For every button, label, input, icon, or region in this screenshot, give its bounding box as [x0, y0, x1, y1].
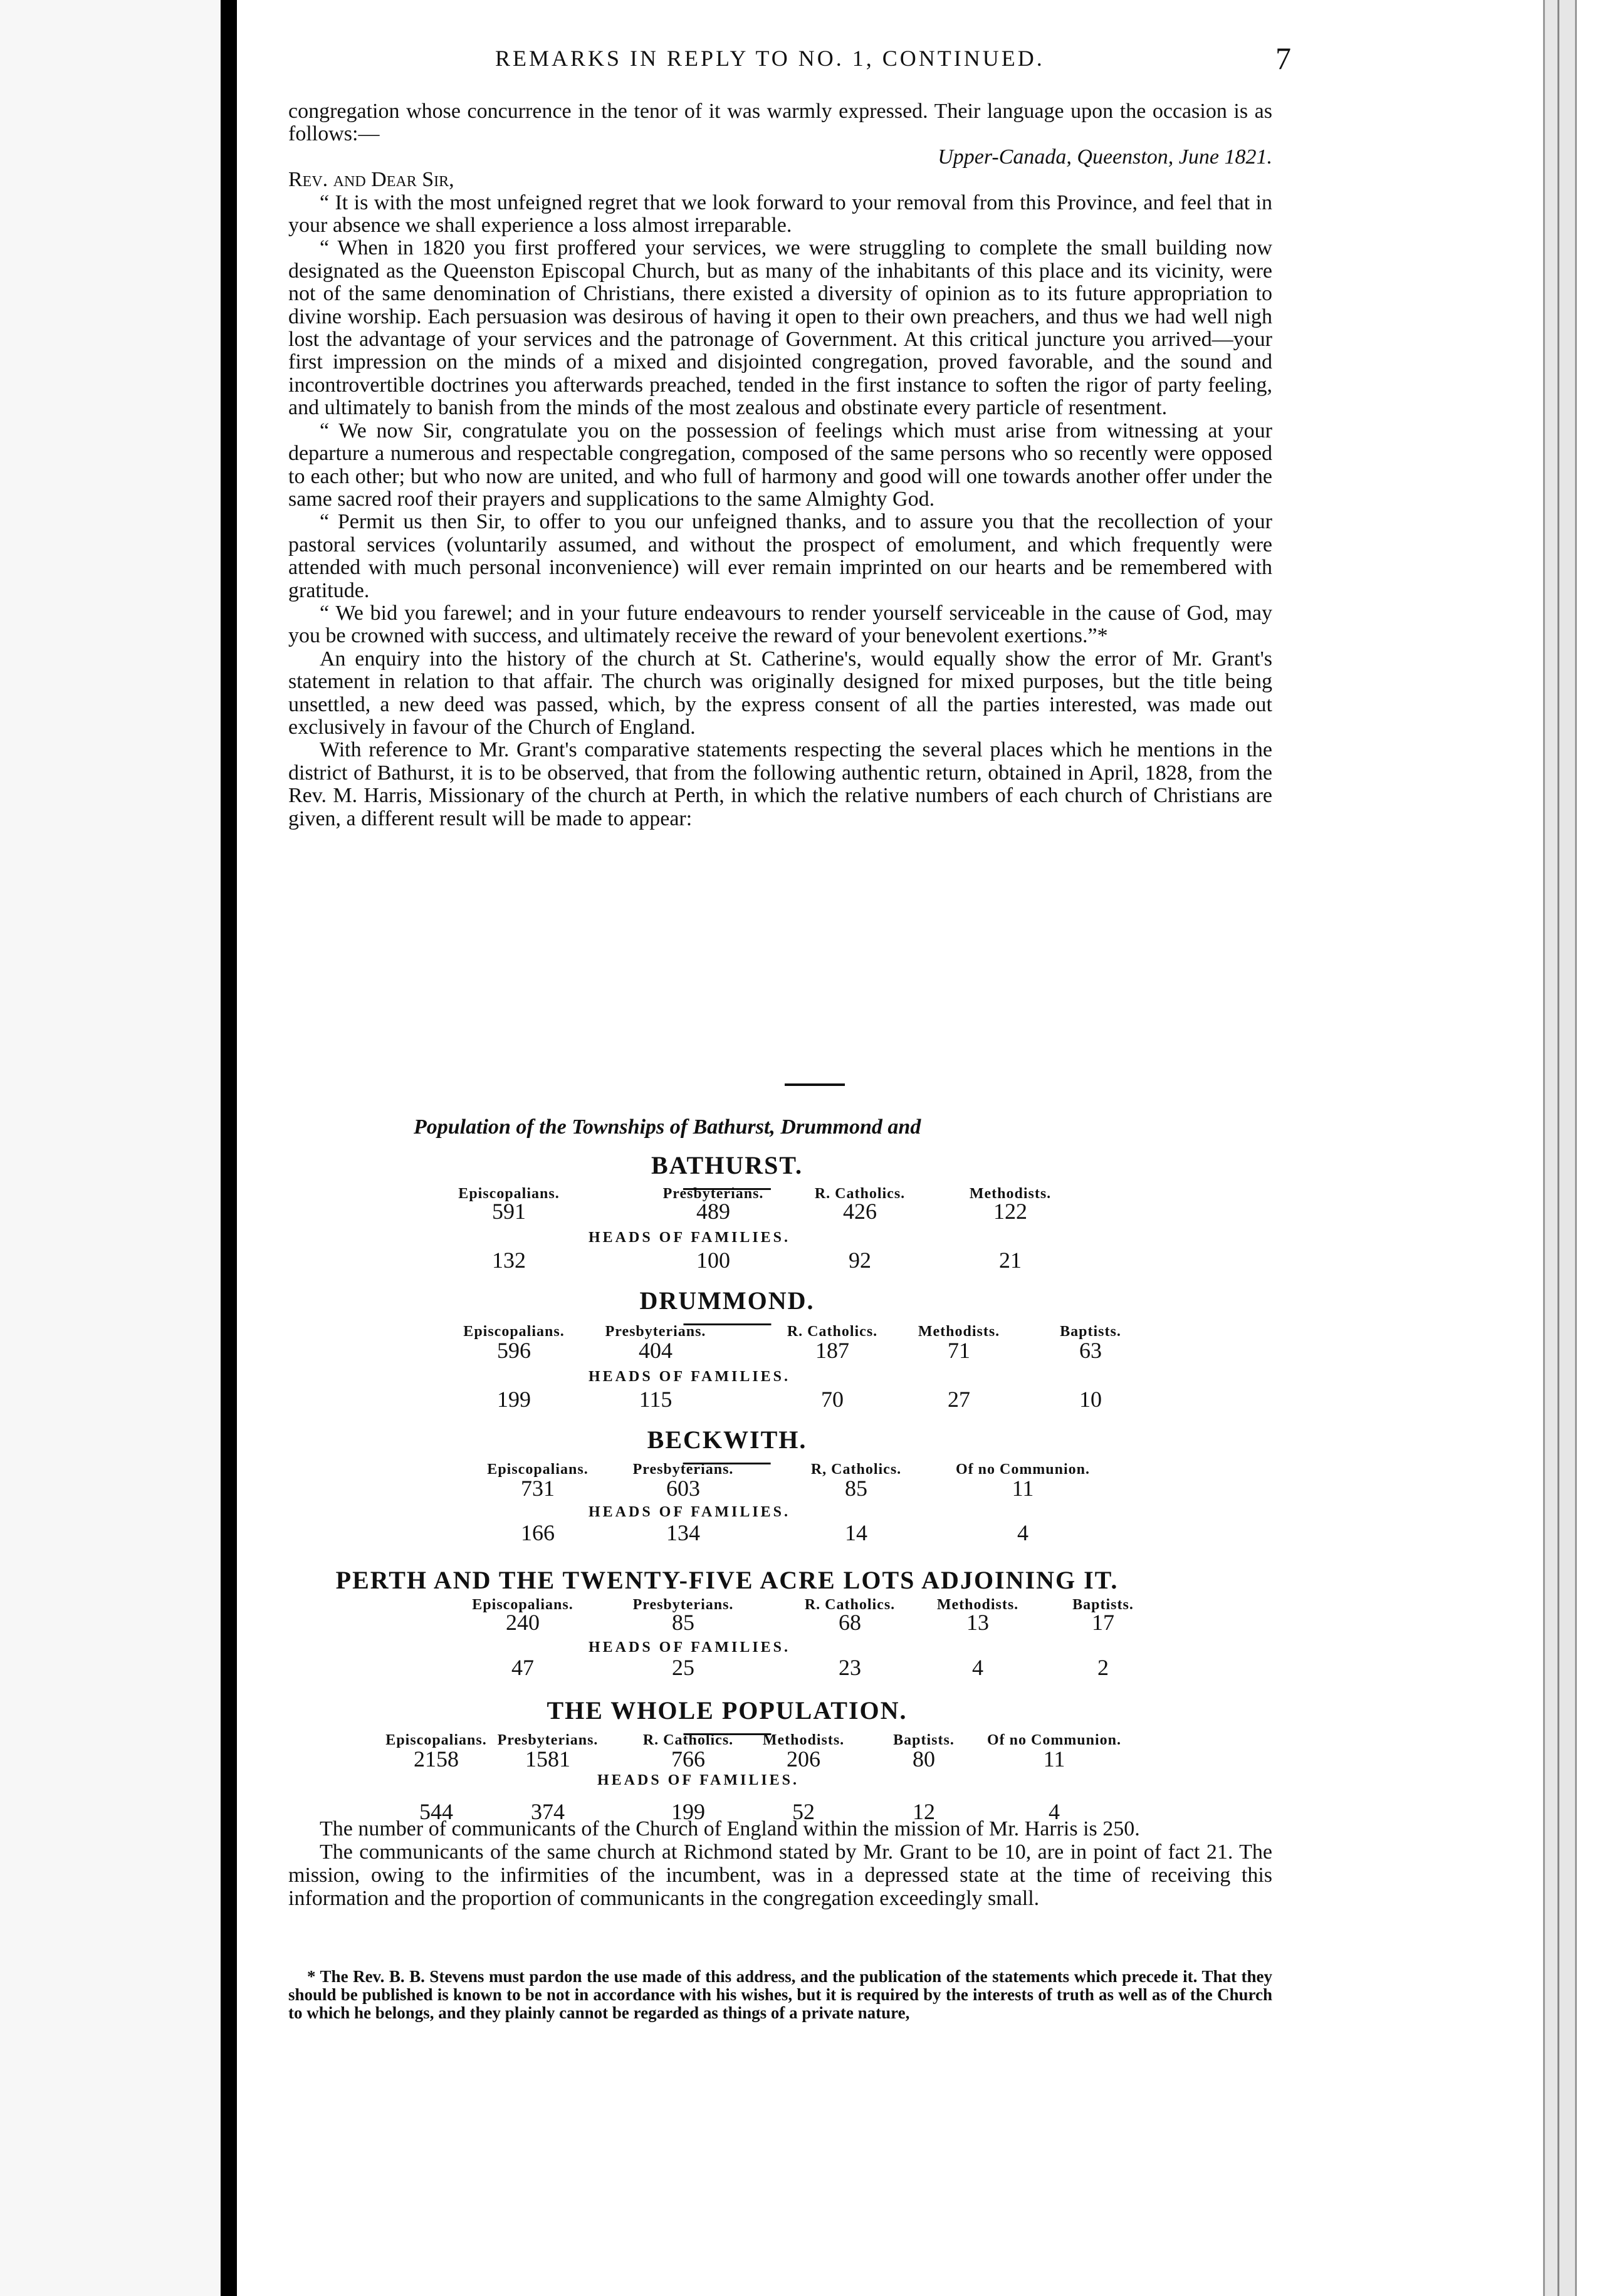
paragraph: An enquiry into the history of the church at St. Catherine's, would equally show the error of Mr. Grant's statement in relation to that affair. The church was originally designed for mixed purposes, but the title being unsettled, a new deed was passed, which, by the express consent of all the parties interested, was made out exclusively in favour of the Church of England. [288, 647, 1272, 739]
paragraph: With reference to Mr. Grant's comparative statements respecting the several places which he mentions in the district of Bathurst, it is to be observed, that from the following authentic return, obtained in April, 1828, from the Rev. M. Harris, Missionary of the church at Perth, in which the relative numbers of each church of Christians are given, a different result will be made to appear: [288, 738, 1272, 830]
heads-of-families-value: 544 [419, 1799, 453, 1824]
population-value: 731 [521, 1476, 555, 1501]
heads-of-families-value: 199 [671, 1799, 705, 1824]
column-label: Presbyterians. [632, 1597, 734, 1613]
population-value: 11 [1043, 1746, 1065, 1772]
column-label: Episcopalians. [472, 1597, 573, 1613]
population-value: 596 [497, 1338, 531, 1363]
paragraph: “ We bid you farewel; and in your future endeavours to render yourself serviceable in the cause of God, may you be crowned with success, and ultimately receive the reward of your benevolent exertions.”* [288, 601, 1272, 648]
paragraph: The communicants of the same church at Richmond stated by Mr. Grant to be 10, are in point of fact 21. The mission, owing to the infirmities of the incumbent, was in a depressed state at the time of receiving this information and the proportion of communicants in the congregation exceedingly small. [288, 1840, 1272, 1910]
column-label: Presbyterians. [662, 1186, 764, 1202]
heads-of-families-value: 166 [521, 1520, 555, 1545]
paragraph: “ It is with the most unfeigned regret that we look forward to your removal from this Province, and feel that in your absence we shall experience a loss almost irreparable. [288, 190, 1272, 237]
section-title: PERTH AND THE TWENTY-FIVE ACRE LOTS ADJOINING IT. [335, 1566, 1119, 1594]
salutation: Rev. and Dear Sir, [288, 168, 454, 192]
column-label: Episcopalians. [487, 1461, 589, 1478]
heads-of-families-value: 27 [948, 1387, 970, 1412]
population-value: 68 [839, 1610, 861, 1635]
population-value: 80 [913, 1746, 935, 1772]
intro-paragraph: congregation whose concurrence in the tenor of it was warmly expressed. Their language upon the occasion is as follows:— [288, 100, 1272, 146]
heads-of-families-value: 199 [497, 1387, 531, 1412]
heads-of-families-label: HEADS OF FAMILIES. [597, 1772, 800, 1788]
population-value: 591 [492, 1199, 526, 1224]
document-page [276, 0, 1291, 2296]
population-value: 2158 [414, 1746, 459, 1772]
heads-of-families-value: 23 [839, 1655, 861, 1680]
population-value: 206 [787, 1746, 820, 1772]
population-value: 766 [671, 1746, 705, 1772]
population-value: 426 [843, 1199, 877, 1224]
heads-of-families-value: 4 [972, 1655, 983, 1680]
column-label: Presbyterians. [632, 1461, 734, 1478]
column-label: R. Catholics. [642, 1732, 734, 1748]
column-label: R. Catholics. [814, 1186, 906, 1202]
column-label: Episcopalians. [458, 1186, 560, 1202]
page-number: 7 [1275, 41, 1291, 76]
heads-of-families-value: 12 [913, 1799, 935, 1824]
section-title: DRUMMOND. [639, 1286, 815, 1315]
column-label: Episcopalians. [463, 1323, 565, 1340]
footnote-text: * The Rev. B. B. Stevens must pardon the use made of this address, and the publication of the statements which precede it. That they should be published is known to be not in accordance with his wishes, but it is required by the interests of truth as well as of the Church to which he belongs, and they plainly cannot be regarded as things of a private nature, [288, 1967, 1272, 2022]
heads-of-families-value: 132 [492, 1248, 526, 1273]
scan-right-frame [1543, 0, 1577, 2296]
population-value: 1581 [525, 1746, 570, 1772]
population-value: 187 [815, 1338, 849, 1363]
section-title: BECKWITH. [647, 1426, 807, 1454]
population-value: 404 [639, 1338, 672, 1363]
column-label: Of no Communion. [955, 1461, 1091, 1478]
footnote [288, 1968, 1272, 2022]
column-label: Presbyterians. [497, 1732, 599, 1748]
heads-of-families-value: 134 [666, 1520, 700, 1545]
column-label: Methodists. [762, 1732, 845, 1748]
population-value: 11 [1012, 1476, 1034, 1501]
column-label: Methodists. [936, 1597, 1019, 1613]
heads-of-families-value: 25 [672, 1655, 694, 1680]
heads-of-families-value: 52 [792, 1799, 815, 1824]
population-value: 13 [966, 1610, 989, 1635]
population-value: 85 [845, 1476, 867, 1501]
closing-text [288, 1817, 1272, 1910]
column-label: Baptists. [1060, 1323, 1121, 1340]
column-label: Methodists. [969, 1186, 1052, 1202]
population-value: 85 [672, 1610, 694, 1635]
column-label: R, Catholics. [810, 1461, 902, 1478]
heads-of-families-value: 4 [1017, 1520, 1028, 1545]
paragraph: The number of communicants of the Church of England within the mission of Mr. Harris is 250. [320, 1817, 1140, 1840]
heads-of-families-value: 100 [696, 1248, 730, 1273]
column-label: Baptists. [893, 1732, 955, 1748]
section-title: BATHURST. [651, 1151, 803, 1179]
section-rule [785, 1083, 845, 1086]
paragraph: “ Permit us then Sir, to offer to you our unfeigned thanks, and to assure you that the recollection of your pastoral services (voluntarily assumed, and without the prospect of emolument, and which frequently were attended with much personal inconvenience) will ever remain imprinted on our hearts and be remembered with gratitude. [288, 510, 1272, 602]
column-label: Episcopalians. [385, 1732, 487, 1748]
page-header [276, 41, 1291, 83]
heads-of-families-value: 14 [845, 1520, 867, 1545]
population-value: 240 [506, 1610, 540, 1635]
heads-of-families-value: 21 [999, 1248, 1022, 1273]
column-label: Methodists. [918, 1323, 1000, 1340]
column-label: R. Catholics. [787, 1323, 878, 1340]
heads-of-families-value: 47 [511, 1655, 534, 1680]
heads-of-families-value: 70 [821, 1387, 844, 1412]
population-value: 122 [993, 1199, 1027, 1224]
heads-of-families-value: 115 [639, 1387, 672, 1412]
paragraph: “ We now Sir, congratulate you on the possession of feelings which must arise from witnessing at your departure a numerous and respectable congregation, composed of the same persons who so recently were opposed to each other; but who now are united, and who full of harmony and good will one towards another offer under the same sacred roof their prayers and supplications to the same Almighty God. [288, 419, 1272, 511]
heads-of-families-label: HEADS OF FAMILIES. [588, 1639, 791, 1656]
page-fold-shadow [221, 0, 237, 2296]
population-value: 603 [666, 1476, 700, 1501]
scan-left-margin [0, 0, 221, 2296]
heads-of-families-label: HEADS OF FAMILIES. [588, 1229, 791, 1246]
heads-of-families-label: HEADS OF FAMILIES. [588, 1504, 791, 1520]
letter-body [288, 100, 1272, 830]
column-label: R. Catholics. [804, 1597, 896, 1613]
column-label: Baptists. [1072, 1597, 1134, 1613]
dateline: Upper-Canada, Queenston, June 1821. [938, 145, 1272, 169]
population-value: 17 [1092, 1610, 1114, 1635]
population-value: 71 [948, 1338, 970, 1363]
heads-of-families-value: 2 [1097, 1655, 1109, 1680]
heads-of-families-value: 92 [849, 1248, 871, 1273]
heads-of-families-value: 10 [1079, 1387, 1102, 1412]
heads-of-families-value: 374 [531, 1799, 565, 1824]
table-caption: Population of the Townships of Bathurst, Drummond and [414, 1115, 921, 1139]
population-value: 489 [696, 1199, 730, 1224]
heads-of-families-value: 4 [1049, 1799, 1060, 1824]
scan-right-frame-line [1557, 0, 1559, 2296]
column-label: Presbyterians. [605, 1323, 706, 1340]
running-head: REMARKS IN REPLY TO NO. 1, CONTINUED. [495, 46, 1045, 71]
heads-of-families-label: HEADS OF FAMILIES. [588, 1369, 791, 1385]
paragraph: “ When in 1820 you first proffered your services, we were struggling to complete the small building now designated as the Queenston Episcopal Church, but as many of the inhabitants of this place and its vicinity, were not of the same denomination of Christians, there existed a diversity of opinion as to its future appropriation to divine worship. Each persuasion was desirous of having it open to their own preachers, and thus we had well nigh lost the advantage of your services and the patronage of Government. At this critical juncture you arrived—your first impression on the minds of a mixed and disjointed congregation, proved favorable, and the sound and incontrovertible doctrines you afterwards preached, tended in the first instance to soften the rigor of party feeling, and ultimately to banish from the minds of the most zealous and obstinate every particle of resentment. [288, 236, 1272, 420]
section-title: THE WHOLE POPULATION. [547, 1696, 908, 1725]
population-value: 63 [1079, 1338, 1102, 1363]
column-label: Of no Communion. [986, 1732, 1122, 1748]
